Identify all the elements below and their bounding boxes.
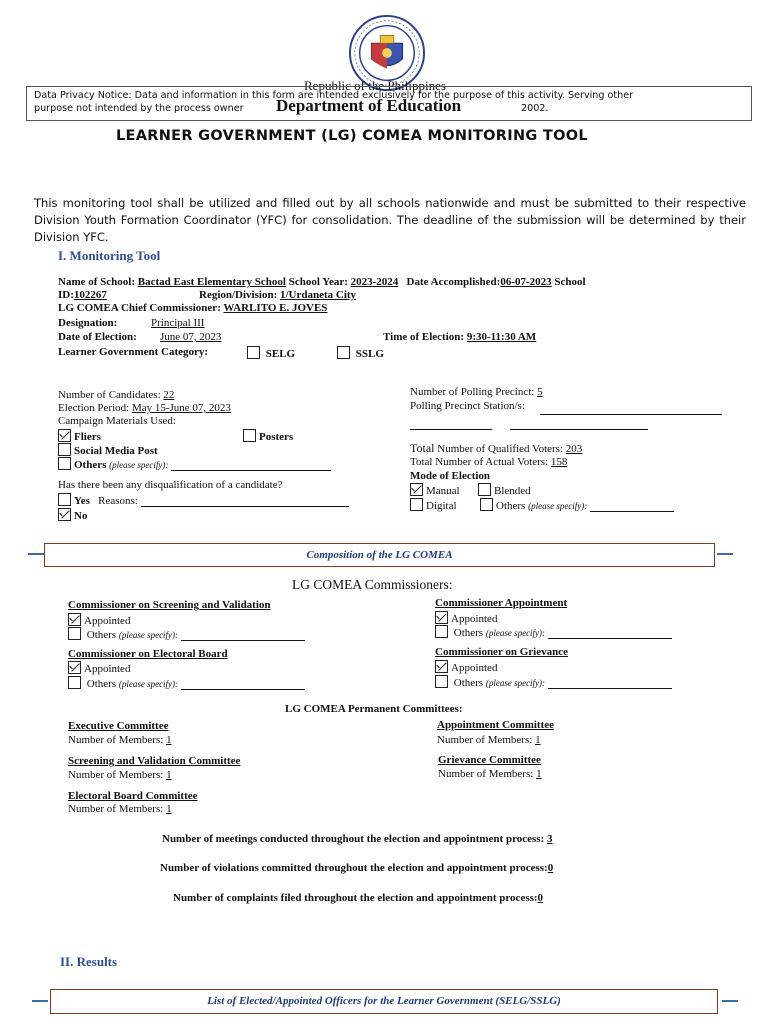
election-time-value[interactable]: 9:30-11:30 AM (466, 331, 537, 343)
chief-label: LG COMEA Chief Commissioner: (58, 302, 224, 314)
disq-no-label: No (74, 510, 88, 522)
qualified-value[interactable]: 203 (565, 443, 583, 455)
selg-label: SELG (265, 348, 296, 360)
left-dash (28, 553, 44, 555)
appointment-others-option[interactable] (435, 625, 672, 639)
executive-members-row (68, 734, 172, 746)
grievance-committee-title: Grievance Committee (438, 754, 541, 766)
mode-others-label: Others (496, 500, 526, 512)
station-field-line-3[interactable] (510, 429, 648, 430)
candidates-row (58, 389, 174, 401)
qualified-label-a: Total (410, 441, 435, 455)
screening-members-value[interactable]: 1 (166, 769, 172, 781)
materials-please-specify: (please specify): (109, 460, 169, 470)
electoral-commissioner-title: Commissioner on Electoral Board (68, 648, 228, 660)
selg-checkbox[interactable] (247, 346, 260, 359)
results-bar: List of Elected/Appointed Officers for the Learner Government (SELG/SSLG) (50, 989, 718, 1014)
appointment-appointed-label: Appointed (451, 613, 498, 625)
electoral-appointed-label: Appointed (84, 663, 131, 675)
blended-label: Blended (494, 485, 531, 497)
blended-checkbox[interactable] (478, 483, 491, 496)
manual-option[interactable] (410, 483, 460, 497)
chief-value[interactable]: WARLITO E. JOVES (223, 302, 328, 314)
screening-others-option[interactable] (68, 627, 305, 641)
appointment-members-row (437, 734, 541, 746)
grievance-members-row (438, 768, 542, 780)
chief-row (58, 302, 327, 314)
grievance-appointed-checkbox[interactable] (435, 660, 448, 673)
materials-others-field[interactable] (171, 470, 331, 471)
posters-checkbox[interactable] (243, 429, 256, 442)
electoral-others-field[interactable] (181, 689, 305, 690)
grievance-others-field[interactable] (548, 688, 672, 689)
reasons-field[interactable] (141, 506, 349, 507)
materials-label: Campaign Materials Used: (58, 415, 176, 427)
candidates-value[interactable]: 22 (163, 389, 175, 401)
election-date-label: Date of Election: (58, 331, 137, 343)
grievance-members-label: Number of Members: (438, 768, 537, 780)
mode-others-field[interactable] (590, 511, 674, 512)
school-id-row (58, 289, 107, 301)
digital-option[interactable] (410, 498, 457, 512)
appointment-others-checkbox[interactable] (435, 625, 448, 638)
materials-others-checkbox[interactable] (58, 457, 71, 470)
screening-members-label: Number of Members: (68, 769, 167, 781)
school-label: Name of School: (58, 276, 138, 288)
screening-others-checkbox[interactable] (68, 627, 81, 640)
meetings-row (162, 833, 553, 845)
electoral-others-checkbox[interactable] (68, 676, 81, 689)
appointment-members-label: Number of Members: (437, 734, 536, 746)
designation-value[interactable]: Principal III (151, 317, 205, 329)
grievance-others-label: Others (453, 677, 484, 689)
electoral-members-row (68, 803, 172, 815)
right-dash (717, 553, 733, 555)
period-value[interactable]: May 15-June 07, 2023 (131, 402, 231, 414)
disqualification-question: Has there been any disqualification of a candidate? (58, 479, 283, 491)
violations-value[interactable]: 0 (547, 862, 554, 874)
screening-please-specify: (please specify): (118, 630, 179, 640)
mode-others-checkbox[interactable] (480, 498, 493, 511)
digital-label: Digital (426, 500, 457, 512)
appointment-others-label: Others (453, 627, 484, 639)
privacy-line-2: purpose not intended by the process owner (34, 103, 244, 114)
complaints-label: Number of complaints filed throughout the election and appointment process: (173, 892, 538, 904)
sslg-label: SSLG (355, 348, 384, 360)
precinct-value[interactable]: 5 (537, 386, 543, 398)
category-sslg-option[interactable] (337, 346, 384, 360)
period-label: Election Period: (58, 402, 132, 414)
electoral-committee-title: Electoral Board Committee (68, 790, 198, 802)
grievance-others-option[interactable] (435, 675, 672, 689)
posters-label: Posters (259, 431, 294, 443)
precinct-label: Number of Polling Precinct: (410, 386, 538, 398)
region-row (199, 289, 356, 301)
executive-committee-title: Executive Committee (68, 720, 169, 732)
electoral-appointed-option[interactable] (68, 661, 130, 675)
school-id-label-a: School (554, 276, 586, 288)
date-accomplished-value[interactable]: 06-07-2023 (500, 276, 552, 288)
actual-value[interactable]: 158 (550, 456, 568, 468)
appointment-others-field[interactable] (548, 638, 672, 639)
category-selg-option[interactable] (247, 346, 295, 360)
meetings-label: Number of meetings conducted throughout the election and appointment process: (162, 833, 548, 845)
complaints-value[interactable]: 0 (537, 892, 544, 904)
grievance-appointed-option[interactable] (435, 660, 497, 674)
region-value[interactable]: 1/Urdaneta City (279, 289, 357, 301)
section-2-heading: II. Results (60, 954, 118, 969)
screening-committee-title: Screening and Validation Committee (68, 755, 241, 767)
appointment-committee-title: Appointment Committee (437, 719, 555, 731)
electoral-please-specify: (please specify): (118, 679, 179, 689)
station-label: Polling Precinct Station/s: (410, 400, 525, 412)
manual-label: Manual (426, 485, 460, 497)
school-year-value[interactable]: 2023-2024 (350, 276, 399, 288)
school-id-value[interactable]: 102267 (73, 289, 107, 301)
disq-no-checkbox[interactable] (58, 508, 71, 521)
mode-others-option[interactable] (480, 498, 674, 512)
grievance-others-checkbox[interactable] (435, 675, 448, 688)
appointment-appointed-checkbox[interactable] (435, 611, 448, 624)
election-date-value[interactable]: June 07, 2023 (160, 331, 222, 343)
appointment-appointed-option[interactable] (435, 611, 497, 625)
school-value[interactable]: Bactad East Elementary School (137, 276, 286, 288)
election-time-label: Time of Election: (383, 331, 467, 343)
appointment-members-value[interactable]: 1 (535, 734, 541, 746)
materials-others-option[interactable] (58, 457, 331, 471)
screening-commissioner-title: Commissioner on Screening and Validation (68, 599, 271, 611)
results-left-dash (32, 1000, 48, 1002)
screening-appointed-label: Appointed (84, 615, 131, 627)
disq-yes-option[interactable] (58, 493, 349, 507)
executive-members-value[interactable]: 1 (166, 734, 172, 746)
complaints-row (173, 892, 543, 904)
election-time-row (383, 331, 536, 343)
school-id-label-b: ID: (58, 289, 74, 301)
school-year-label: School Year: (288, 276, 351, 288)
digital-checkbox[interactable] (410, 498, 423, 511)
fliers-label: Fliers (74, 431, 101, 443)
candidates-label: Number of Candidates: (58, 389, 164, 401)
school-row (58, 276, 586, 288)
sslg-checkbox[interactable] (337, 346, 350, 359)
date-accomplished-label: Date Accomplished: (406, 276, 501, 288)
posters-option[interactable] (243, 429, 293, 443)
category-label: Learner Government Category: (58, 346, 209, 358)
screening-appointed-checkbox[interactable] (68, 613, 81, 626)
mode-please-specify: (please specify): (528, 501, 588, 511)
fliers-option[interactable] (58, 429, 101, 443)
grievance-commissioner-title: Commissioner on Grievance (435, 646, 569, 658)
appointment-please-specify: (please specify): (485, 628, 546, 638)
disq-no-option[interactable] (58, 508, 87, 522)
permanent-committees-heading: LG COMEA Permanent Committees: (285, 703, 463, 715)
privacy-line-2-end: 2002. (521, 103, 549, 114)
materials-others-label: Others (74, 459, 107, 471)
privacy-line-1: Data Privacy Notice: Data and information in this form are intended exclusively for the purpose of this activity. Serving other (34, 90, 634, 101)
actual-label: Total Number of Actual Voters: (410, 456, 551, 468)
disq-yes-checkbox[interactable] (58, 493, 71, 506)
violations-label: Number of violations committed throughout the election and appointment process: (160, 862, 548, 874)
department-title: Department of Education (276, 96, 462, 115)
electoral-others-option[interactable] (68, 676, 305, 690)
precinct-row (410, 386, 543, 398)
mode-label: Mode of Election (410, 470, 491, 482)
screening-others-label: Others (86, 629, 117, 641)
section-1-heading: I. Monitoring Tool (58, 248, 161, 263)
disq-yes-label: Yes (74, 495, 90, 507)
executive-members-label: Number of Members: (68, 734, 167, 746)
violations-row (160, 862, 553, 874)
manual-checkbox[interactable] (410, 483, 423, 496)
intro-paragraph: This monitoring tool shall be utilized and filled out by all schools nationwide and must be submitted to their respective Division Youth Formation Coordinator (YFC) for consolidation. The deadline of the submission will be determined by their Division YFC. (34, 196, 746, 244)
social-checkbox[interactable] (58, 443, 71, 456)
electoral-appointed-checkbox[interactable] (68, 661, 81, 674)
results-right-dash (722, 1000, 738, 1002)
appointment-commissioner-title: Commissioner Appointment (435, 597, 568, 609)
meetings-value[interactable]: 3 (547, 833, 553, 845)
commissioners-heading: LG COMEA Commissioners: (292, 577, 453, 592)
reasons-label: Reasons: (98, 495, 138, 507)
page-title: LEARNER GOVERNMENT (LG) COMEA MONITORING TOOL (116, 128, 588, 144)
screening-members-row (68, 769, 172, 781)
republic-text: Republic of the Philippines (304, 78, 446, 93)
electoral-members-label: Number of Members: (68, 803, 167, 815)
grievance-appointed-label: Appointed (451, 662, 498, 674)
station-field-line-2[interactable] (410, 429, 492, 430)
social-label: Social Media Post (74, 445, 158, 457)
electoral-others-label: Others (86, 678, 117, 690)
qualified-label-b: Number of Qualified Voters: (434, 443, 566, 455)
station-field-line-1[interactable] (540, 414, 722, 415)
composition-bar: Composition of the LG COMEA (44, 543, 715, 567)
blended-option[interactable] (478, 483, 531, 497)
actual-row (410, 456, 567, 468)
electoral-members-value[interactable]: 1 (166, 803, 172, 815)
grievance-members-value[interactable]: 1 (536, 768, 542, 780)
fliers-checkbox[interactable] (58, 429, 71, 442)
social-option[interactable] (58, 443, 158, 457)
screening-others-field[interactable] (181, 640, 305, 641)
screening-appointed-option[interactable] (68, 613, 130, 627)
grievance-please-specify: (please specify): (485, 678, 546, 688)
period-row (58, 402, 231, 414)
region-label: Region/Division: (199, 289, 280, 301)
designation-label: Designation: (58, 317, 118, 329)
qualified-row (410, 441, 582, 456)
